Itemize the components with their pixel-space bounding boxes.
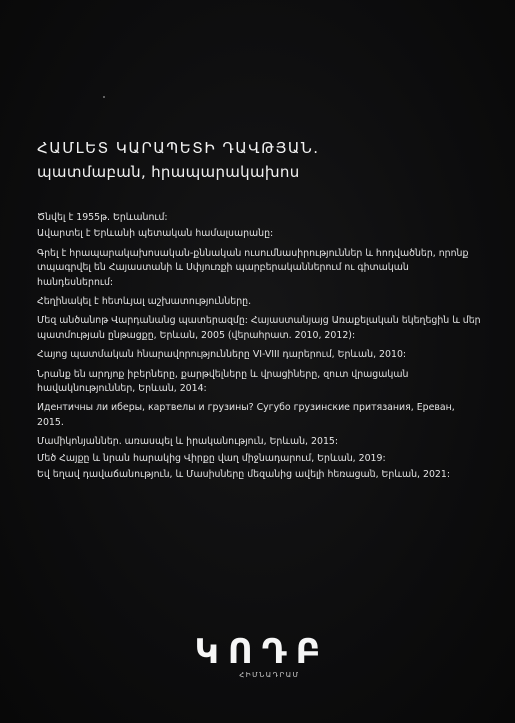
author-header (37, 139, 320, 181)
bibliography-entry: Հայոց պատմական հնարավորությունները VI-VIII դարերում, Երևան, 2010: (37, 349, 407, 361)
publisher-logo (0, 634, 515, 679)
author-biography (37, 211, 482, 488)
bio-paragraph: Ծնվել է 1955թ. Երևանում: (37, 212, 168, 223)
dust-speck (103, 96, 105, 98)
publisher-logo-mark: ԿՈԴԲ (194, 632, 330, 672)
author-name: ՀԱՄԼԵՏ ԿԱՐԱՊԵՏԻ ԴԱՎԹՅԱՆ. (37, 139, 320, 157)
bio-paragraph: Գրել է հրապարակախոսական-քննական ուսումնասիրություններ և հոդվածներ, որոնք տպագրվել են Հայաստանի և Սփյուռքի պարբերականներում ու գիտական հանդեսներում: (37, 247, 469, 288)
bibliography-entry: Եվ եղավ դավաճանություն, և Մասիսները մեզանից ավելի հեռացան, Երևան, 2021: (37, 469, 451, 481)
bibliography-entry: Նրանք են արդյոք իբերները, քարթվելները և վրացիները, զուտ վրացական հավակնություններ, Երևան, 2014: (37, 368, 409, 395)
author-role: պատմաբան, հրապարակախոս (37, 163, 300, 181)
bibliography-entry: Մեզ անծանոթ Վարդանանց պատերազմը: Հայաստանյայց Առաքելական եկեղեցին և մեր պատմության ընթացքը, Երևան, 2005 (վերահրատ. 2010, 2012): (37, 315, 481, 341)
bibliography-entry: Մեծ Հայքը և նրան հարակից Վիրքը վաղ միջնադարում, Երևան, 2019: (37, 452, 386, 464)
bibliography-entry: Մամիկոնյաններ. առասպել և իրականություն, Երևան, 2015: (37, 436, 339, 448)
bio-paragraph: Ավարտել է Երևանի պետական համալսարանը: (37, 228, 274, 240)
bibliography-entry: Идентичны ли иберы, картвелы и грузины? Сугубо грузинские притязания, Ереван, 2015. (37, 402, 455, 428)
publisher-logo-subtitle: ՀԻՄՆԱԴՐԱՄ (239, 671, 300, 679)
bio-paragraph: Հեղինակել է հետևյալ աշխատությունները. (37, 296, 252, 308)
